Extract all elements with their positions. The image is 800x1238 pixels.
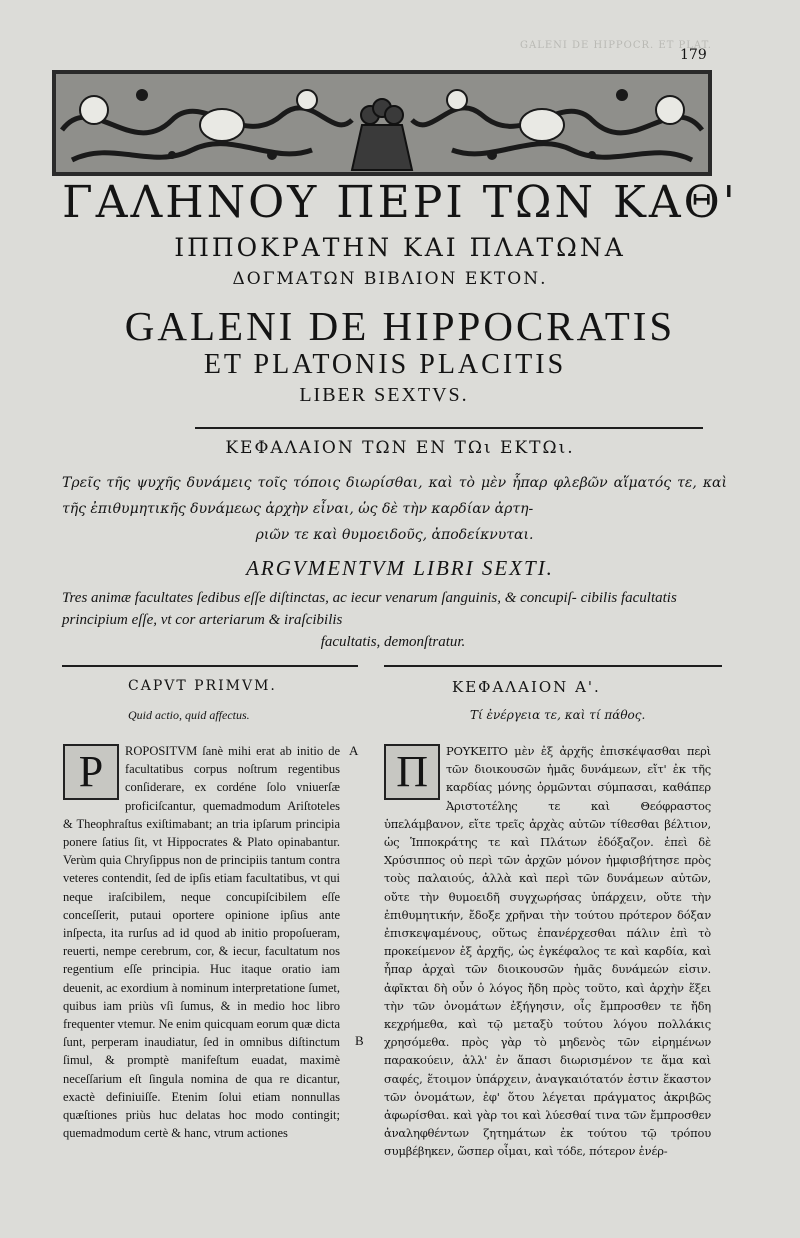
page-number: 179 (680, 47, 707, 63)
greek-text-column (384, 742, 711, 1161)
greek-chapter-list-heading: ΚΕΦΑΛΑΙΟΝ ΤΩΝ ΕΝ ΤΩι ΕΚΤΩι. (225, 438, 575, 458)
greek-chapter-heading: ΚΕΦΑΛΑΙΟΝ Α'. (452, 678, 601, 696)
faint-running-head: GALENI DE HIPPOCR. ET PLAT. (520, 40, 712, 51)
rule-under-title (195, 427, 703, 429)
greek-title-line-1: ΓΑΛΗΝΟΥ ΠΕΡΙ ΤΩΝ ΚΑΘ' (62, 177, 738, 228)
latin-chapter-subtitle: Quid actio, quid affectus. (128, 708, 250, 722)
latin-title-line-3: LIBER SEXTVS. (299, 384, 469, 406)
argument-text (62, 587, 724, 653)
latin-body-text: ROPOSITVM ſanè mihi erat ab initio de facultatibus corpus noſtrum regentibus conſiderare, ex cordéne ſolo vniuerſæ proficiſcantur, quemadmodum Ariſtoteles & Theophraſtus exiſtimabant; an tria ipſarum principia ponere ſatius ſit, vt Hippocrates & Plato opinabantur. Verùm quia Chryſippus non de principiis tantum contra veteres contendit, ſed de ipſis etiam facultatibus, vt qui neque iraſcibilem, neque concupiſcibilem eſſe conceſſerit, putaui oportere opinione ipſius ante inſpecta, ita rurſus ad id quod ab initio propoſueram, reuerti, nempe cerebrum, cor, & iecur, facultatum nos regentium eſſe principia. Huc itaque oratio iam deuenit, ac exordium à nominum interpretatione ſumet, quibus iam priùs vſi ſumus, & in medio hoc libro frequenter vtemur. Ne enim quicquam eorum quæ dicta ſunt, perperam inaudiatur, ſed in omnibus diſtinctum ſimul, & promptè manifeſtum euadat, maximè neceſſarium eſt ſingula nomina de qua re dicantur, exactè definiuiſſe. Etenim ſolui etiam nonnullas quæſtiones priùs huc delatas hoc modo contingit; quemadmodum certè & hanc, vtrum actiones (63, 744, 340, 1141)
rule-left-column (62, 665, 358, 667)
greek-chapter-subtitle: Τί ἐνέργεια τε, καὶ τί πάθος. (470, 708, 646, 722)
greek-body-text: ΡΟΥΚΕΙΤΟ μὲν ἐξ ἀρχῆς ἐπισκέψασθαι περὶ τῶν διοικουσῶν ἡμᾶς δυνάμεων, εἴτ' ἐκ τῆς καρδίας μόνης ὁρμῶνται σύμπασαι, καθάπερ Ἀριστοτέλης τε καὶ Θεόφραστος ὑπελάμβανον, εἴτε τρεῖς ἀρχὰς αὐτῶν τίθεσθαι βέλτιον, ὡς Ἱπποκράτης τε καὶ Πλάτων ἐδόξαζον. ἐπεὶ δὲ Χρύσιππος οὐ περὶ τῶν ἀρχῶν μόνον ἠμφισβήτησε πρὸς τοὺς παλαιούς, ἀλλὰ καὶ περὶ τῶν δυνάμεων αὐτῶν, οὔτε τὴν θυμοειδῆ συγχωρήσας ὑπάρχειν, οὔτε τὴν ἐπιθυμητικήν, ἔδοξε χρῆναι τὴν τούτου πρότερον δόξαν ἐπισκεψαμένους, οὕτως ἐπανέρχεσθαι πάλιν ἐπὶ τὸ προκείμενον ἐξ ἀρχῆς, ὡς ἐγκέφαλος τε καὶ καρδία, καὶ ἧπαρ ἀρχαὶ τῶν διοικουσῶν ἡμᾶς δυνάμεών εἰσιν. ἀφῖκται δὴ οὖν ὁ λόγος ἤδη πρὸς τοῦτο, καὶ ἀρχὴν ἕξει τὴν τῶν ὀνομάτων ἐξήγησιν, οἷς ἔμπροσθεν τε ἤδη κεχρήμεθα, καὶ τῷ μεταξὺ τούτου λόγου πολλάκις χρησόμεθα. πρὸς γὰρ τὸ μηδενὸς τῶν εἰρημένων παρακούειν, ἀλλ' ἐν ἅπασι διωρισμένον τε ἅμα καὶ σαφές, ἕτοιμον ὑπάρχειν, ἀναγκαιότατόν ἐστιν ἕκαστον τῶν ὀνομάτων, ἐφ' ὅτου λέγεται πράγματος ἀκριβῶς ἀφωρίσθαι. καὶ γὰρ τοι καὶ λύεσθαί τινα τῶν ἔμπροσθεν ἀναληφθέντων ζητημάτων ἐκ τούτου τῷ τρόπου συμβέβηκεν, ὥσπερ οἶμαι, καὶ τόδε, πότερον ἐνέρ- (384, 744, 711, 1159)
latin-text-column (63, 742, 340, 1142)
greek-drop-cap: Π (384, 744, 440, 800)
latin-chapter-heading: CAPVT PRIMVM. (128, 678, 277, 694)
latin-title-line-1: GALENI DE HIPPOCRATIS (124, 303, 676, 349)
margin-letter-b: B (355, 1033, 364, 1048)
greek-summary-line-2: τῆς ἐπιθυμητικῆς δυνάμεως ἀρχὴν εἶναι, ὡς δὲ τὴν καρδίαν ἀρτη- (62, 501, 534, 517)
argument-heading: ARGVMENTVM LIBRI SEXTI. (246, 556, 554, 580)
argument-line-1: Tres animæ facultates ſedibus eſſe diſtinctas, ac iecur venarum ſanguinis, & concupiſ- (62, 590, 577, 606)
greek-summary (62, 470, 727, 548)
greek-summary-line-3: ριῶν τε καὶ θυμοειδοῦς, ἀποδείκνυται. (255, 527, 534, 543)
greek-title-line-3: ΔΟΓΜΑΤΩΝ ΒΙΒΛΙΟΝ ΕΚΤΟΝ. (232, 269, 548, 289)
latin-drop-cap: P (63, 744, 119, 800)
margin-letter-a: A (349, 743, 359, 758)
greek-summary-line-1: Τρεῖς τῆς ψυχῆς δυνάμεις τοῖς τόποις διωρίσθαι, καὶ τὸ μὲν ἧπαρ φλεβῶν αἵματός τε, καὶ (62, 475, 727, 491)
argument-line-3: facultatis, demonſtratur. (320, 634, 466, 650)
rule-right-column (384, 665, 722, 667)
ornamental-headpiece (52, 70, 712, 176)
latin-title-line-2: ET PLATONIS PLACITIS (203, 349, 567, 380)
greek-title-line-2: ΙΠΠΟΚΡΑΤΗΝ ΚΑΙ ΠΛΑΤΩΝΑ (174, 233, 626, 262)
argument-line-2: cibilis facultatis principium eſſe, vt cor arteriarum & iraſcibilis (62, 590, 677, 628)
